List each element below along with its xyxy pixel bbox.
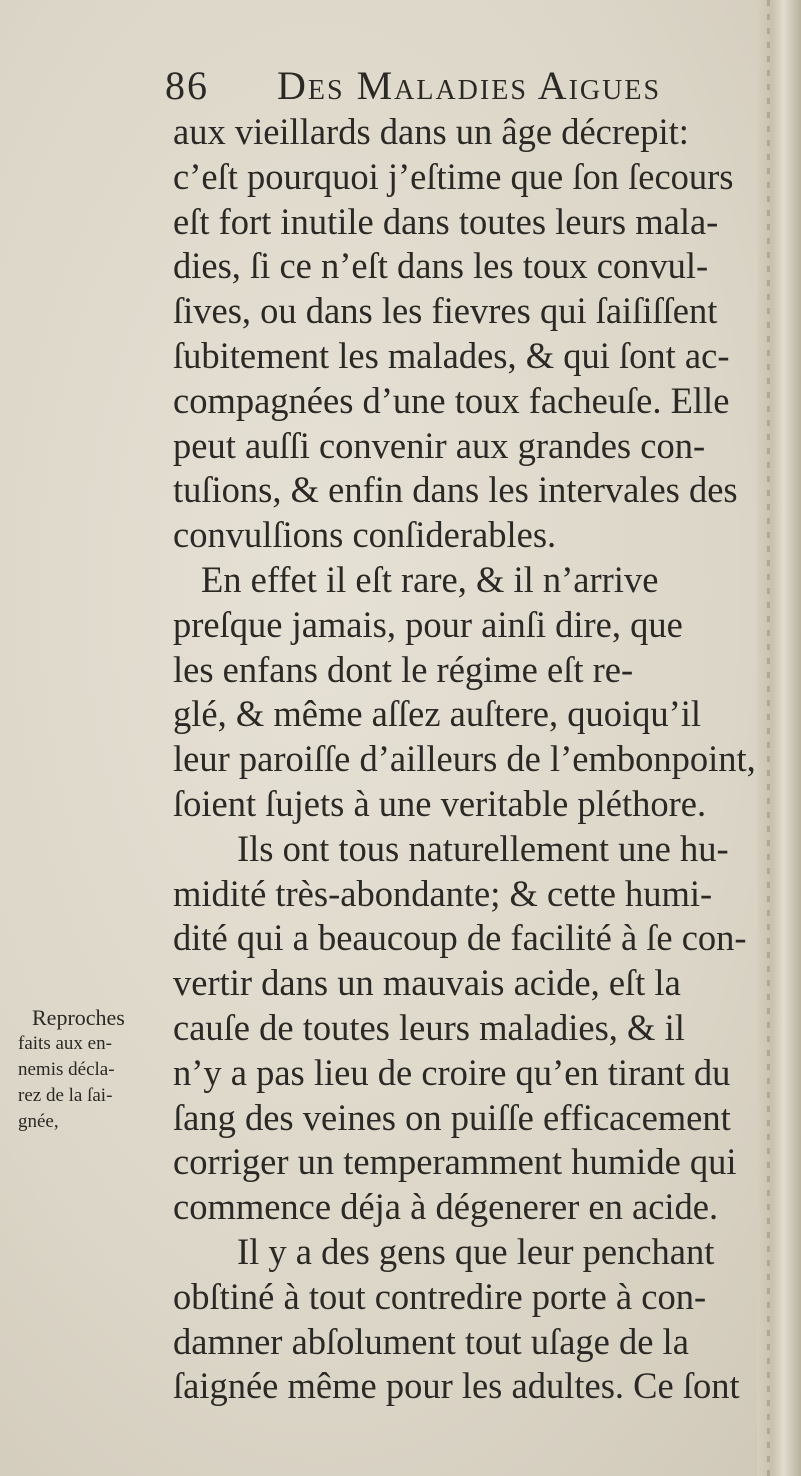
text-line: ſives, ou dans les fievres qui ſaiſiſſent <box>173 290 718 332</box>
text-line: n’y a pas lieu de croire qu’en tirant du <box>173 1051 731 1093</box>
text-line: Il y a des gens que leur penchant <box>237 1230 715 1272</box>
body-text <box>173 110 773 1409</box>
margin-note-line: Reproches <box>32 1005 125 1030</box>
text-line: commence déja à dégenerer en acide. <box>173 1186 719 1228</box>
text-line: En effet il eſt rare, & il n’arrive <box>201 558 659 600</box>
running-title: Des Maladies Aigues <box>277 63 662 108</box>
text-line: preſque jamais, pour ainſi dire, que <box>173 603 683 645</box>
text-line: Ils ont tous naturellement une hu- <box>237 827 729 869</box>
text-line: cauſe de toutes leurs maladies, & il <box>173 1006 685 1048</box>
text-line: midité très-abondante; & cette humi- <box>173 872 713 914</box>
text-line: damner abſolument tout uſage de la <box>173 1320 689 1362</box>
text-line: compagnées d’une toux facheuſe. Elle <box>173 379 730 421</box>
margin-note <box>18 1005 158 1135</box>
text-line: les enfans dont le régime eſt re- <box>173 648 634 690</box>
text-line: vertir dans un mauvais acide, eſt la <box>173 962 681 1004</box>
text-line: dies, ſi ce n’eſt dans les toux convul- <box>173 245 709 287</box>
text-line: ſang des veines on puiſſe efficacement <box>173 1096 731 1138</box>
text-line: ſubitement les malades, & qui ſont ac- <box>173 334 730 376</box>
margin-note-line: nemis décla- <box>18 1059 115 1080</box>
margin-note-line: faits aux en- <box>18 1033 112 1054</box>
text-line: leur paroiſſe d’ailleurs de l’embonpoint, <box>173 738 756 780</box>
text-line: peut auſſi convenir aux grandes con- <box>173 424 706 466</box>
text-line: convulſions conſiderables. <box>173 514 557 556</box>
text-line: obſtiné à tout contredire porte à con- <box>173 1275 707 1317</box>
text-line: ſaignée même pour les adultes. Ce ſont <box>173 1365 740 1407</box>
text-line: tuſions, & enfin dans les intervales des <box>173 469 738 511</box>
text-line: c’eſt pourquoi j’eſtime que ſon ſecours <box>173 155 734 197</box>
text-line: dité qui a beaucoup de facilité à ſe con- <box>173 917 747 959</box>
text-line: ſoient ſujets à une veritable pléthore. <box>173 782 707 824</box>
text-line: aux vieillards dans un âge décrepit: <box>173 111 689 152</box>
page-number: 86 <box>165 63 209 108</box>
margin-note-line: gnée, <box>18 1111 59 1132</box>
text-line: corriger un temperamment humide qui <box>173 1141 737 1183</box>
text-line: glé, & même aſſez auſtere, quoiqu’il <box>173 693 702 735</box>
text-line: eſt fort inutile dans toutes leurs mala- <box>173 200 719 242</box>
page-header <box>165 62 725 110</box>
margin-note-line: rez de la ſai- <box>18 1085 113 1106</box>
